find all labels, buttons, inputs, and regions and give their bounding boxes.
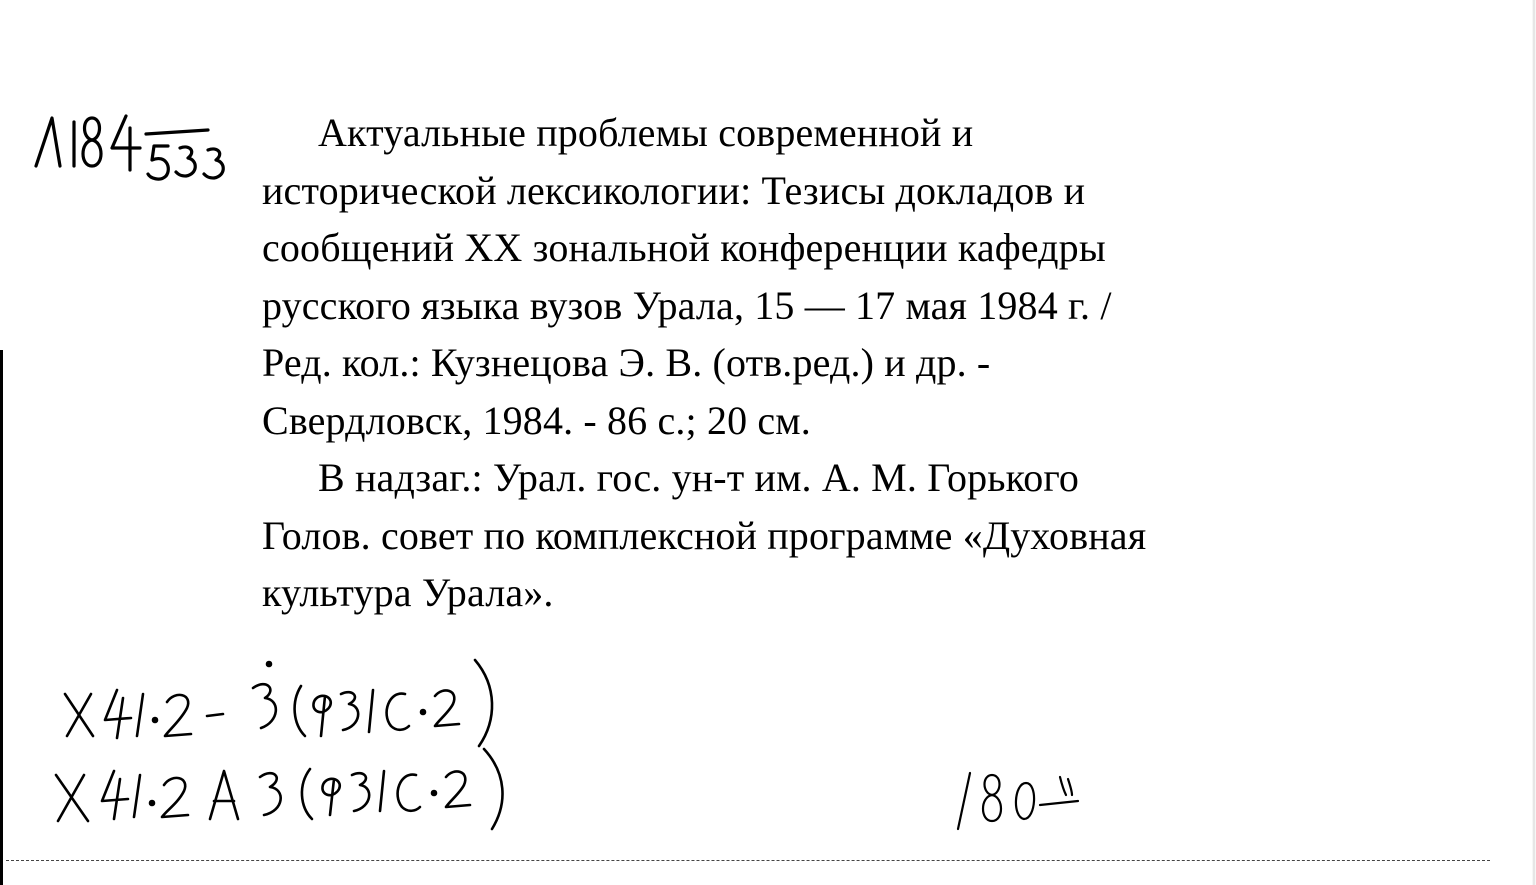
bottom-rule (6, 860, 1490, 861)
description-line: сообщений XX зональной конференции кафедры (262, 225, 1106, 270)
note-line: Голов. совет по комплексной программе «Духовная (262, 512, 1147, 558)
description-line: Актуальные проблемы современной и (318, 110, 974, 155)
note-line: культура Урала». (262, 570, 554, 615)
left-border (0, 350, 3, 885)
bibliographic-description (262, 104, 1432, 622)
note-line: В надзаг.: Урал. гос. ун-т им. А. М. Горького (318, 455, 1080, 500)
price-handwritten (940, 755, 1100, 845)
description-line: Свердловск, 1984. - 86 с.; 20 см. (262, 397, 811, 443)
classification-handwritten-1 (55, 650, 515, 750)
description-line: Ред. кол.: Кузнецова Э. В. (отв.ред.) и др. - (262, 340, 991, 385)
shelfmark-handwritten (30, 108, 250, 198)
description-line: исторической лексикологии: Тезисы докладов и (262, 167, 1086, 213)
right-border (1532, 0, 1536, 885)
classification-handwritten-2 (48, 745, 518, 835)
description-line: русского языка вузов Урала, 15 — 17 мая 1984 г. / (262, 282, 1112, 328)
